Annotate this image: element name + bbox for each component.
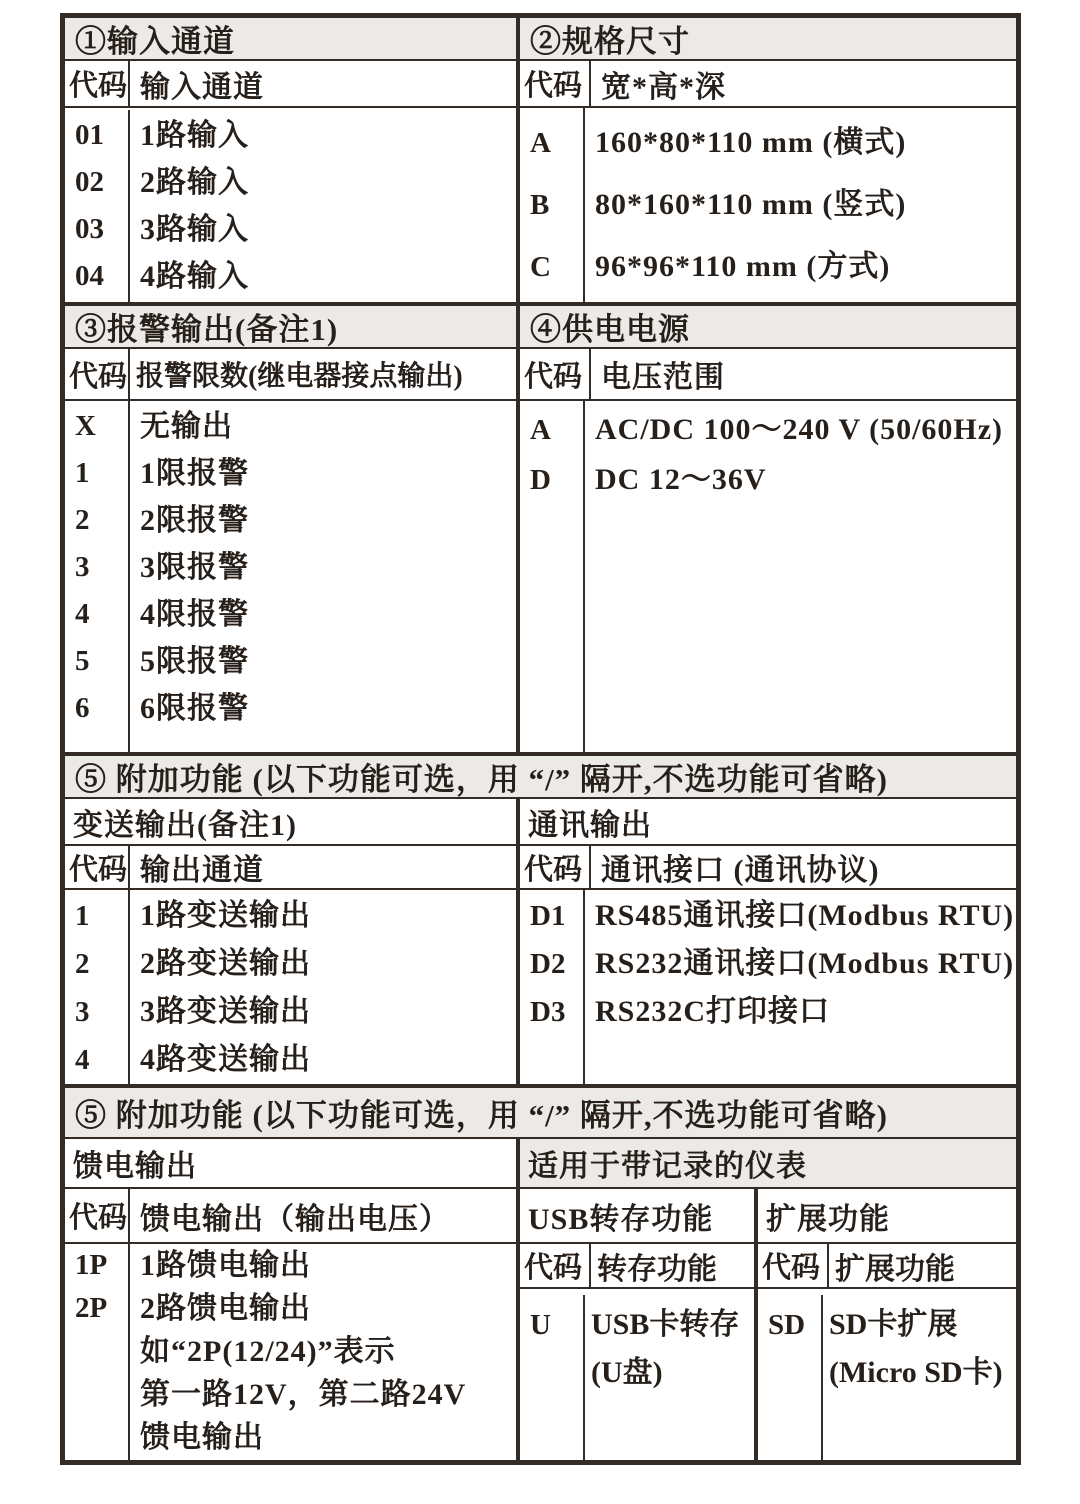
row-desc: RS232C打印接口 [595, 995, 831, 1028]
section4-title: ④供电电源 [520, 306, 1016, 349]
desc-column [130, 110, 516, 302]
subtable-body [65, 890, 516, 1084]
col-header-code: 代码 [65, 1189, 130, 1242]
col-header-desc: 馈电输出（输出电压） [140, 1202, 450, 1236]
col-header-desc: 通讯接口 (通讯协议) [601, 854, 880, 887]
desc-column [585, 890, 1016, 1084]
desc-column [585, 108, 1016, 302]
row-desc: 2路输入 [140, 166, 249, 199]
section-pair-1 [65, 18, 1016, 306]
col-header-desc: 宽*高*深 [601, 70, 726, 104]
communication-output-subtable [520, 799, 1016, 1084]
section-additional-functions-1 [65, 756, 1016, 1088]
row-code: D1 [530, 900, 566, 932]
row-code: A [530, 414, 551, 446]
row-code [75, 1416, 128, 1459]
row-desc: 第一路12V，第二路24V [140, 1378, 467, 1411]
section5b-columns [65, 1139, 1016, 1460]
desc-column [585, 1295, 754, 1460]
column-headers [65, 846, 516, 890]
row-code: 3 [75, 996, 90, 1028]
row-code: A [530, 127, 551, 159]
row-code: 1 [75, 900, 90, 932]
row-desc: 160*80*110 mm (横式) [595, 126, 907, 159]
row-code: SD [768, 1309, 806, 1341]
code-column [520, 1295, 585, 1460]
row-code: 4 [75, 1044, 90, 1076]
col-header-code: 代码 [520, 61, 591, 106]
col-header-desc: 输出通道 [140, 854, 264, 887]
row-code: D2 [530, 948, 566, 980]
col-header-code: 代码 [65, 61, 130, 106]
row-code [75, 1373, 128, 1416]
code-column [65, 110, 130, 302]
row-code: 1 [75, 457, 90, 489]
ordering-code-table [60, 13, 1021, 1465]
section5b-title: ⑤ 附加功能 (以下功能可选，用 “/” 隔开,不选功能可省略) [65, 1088, 1016, 1139]
row-desc: 1路变送输出 [140, 899, 311, 932]
row-code: 2 [75, 948, 90, 980]
desc-column [585, 401, 1016, 752]
row-desc: 2路馈电输出 [140, 1292, 311, 1325]
row-code: 03 [75, 213, 104, 245]
row-desc: 1限报警 [140, 457, 249, 490]
col-header-desc: 转存功能 [597, 1252, 717, 1286]
code-column [520, 890, 585, 1084]
section2-body [520, 108, 1016, 302]
section-dimensions [520, 18, 1016, 302]
row-code: 3 [75, 551, 90, 583]
row-desc: 无输出 [140, 410, 233, 443]
row-code: D3 [530, 996, 566, 1028]
expansion-subtable [758, 1189, 1016, 1460]
row-code: 2P [75, 1292, 108, 1324]
code-column [65, 890, 130, 1084]
row-desc: RS232通讯接口(Modbus RTU) [595, 947, 1015, 980]
section1-title: ①输入通道 [65, 18, 516, 61]
col-header-code: 代码 [520, 846, 591, 888]
transmit-output-subtable [65, 799, 520, 1084]
row-desc: 3路变送输出 [140, 995, 311, 1028]
desc-column [823, 1295, 1016, 1460]
subtable-body [65, 1244, 516, 1460]
section-pair-2 [65, 306, 1016, 756]
row-desc: 2路变送输出 [140, 947, 311, 980]
row-desc: 1路输入 [140, 119, 249, 152]
desc-column [130, 401, 516, 752]
row-code: 2 [75, 504, 90, 536]
code-column [520, 401, 585, 752]
desc-column [130, 890, 516, 1084]
section2-title: ②规格尺寸 [520, 18, 1016, 61]
subtable-title: 馈电输出 [65, 1139, 516, 1189]
row-desc: 2限报警 [140, 504, 249, 537]
section5a-title: ⑤ 附加功能 (以下功能可选，用 “/” 隔开,不选功能可省略) [65, 756, 1016, 799]
subtable-title: 通讯输出 [520, 799, 1016, 846]
row-desc: 馈电输出 [140, 1421, 264, 1454]
section2-column-headers [520, 61, 1016, 108]
row-desc: RS485通讯接口(Modbus RTU) [595, 899, 1015, 932]
subtable-title: 变送输出(备注1) [65, 799, 516, 846]
row-desc-line1: USB卡转存 [591, 1308, 740, 1341]
section4-body [520, 401, 1016, 752]
row-code: C [530, 251, 551, 283]
column-headers [520, 846, 1016, 890]
row-desc-line2: (Micro SD卡) [829, 1356, 1003, 1389]
row-code: 5 [75, 645, 90, 677]
row-desc: AC/DC 100～240 V (50/60Hz) [595, 413, 1004, 446]
feed-output-subtable [65, 1139, 520, 1460]
row-code: D [530, 464, 551, 496]
col-header-code: 代码 [758, 1244, 829, 1287]
row-code: 1P [75, 1249, 108, 1281]
section-alarm-output [65, 306, 520, 752]
expansion-header: 扩展功能 [758, 1189, 1016, 1244]
row-desc: 3限报警 [140, 551, 249, 584]
row-code: 6 [75, 692, 90, 724]
section1-body [65, 108, 516, 302]
col-header-code: 代码 [65, 349, 130, 399]
usb-and-expansion [520, 1189, 1016, 1460]
section-power-supply [520, 306, 1016, 752]
col-header-desc: 电压范围 [601, 361, 725, 394]
row-desc: 4限报警 [140, 598, 249, 631]
subtable-body [520, 1289, 754, 1460]
code-column [758, 1295, 823, 1460]
subtable-body [758, 1289, 1016, 1460]
section3-column-headers [65, 349, 516, 401]
column-headers [65, 1189, 516, 1244]
column-headers [520, 1244, 754, 1289]
row-code: X [75, 410, 96, 442]
row-desc: 如“2P(12/24)”表示 [140, 1335, 396, 1368]
row-desc: 4路变送输出 [140, 1043, 311, 1076]
usb-header: USB转存功能 [520, 1189, 754, 1244]
subtable-title: 适用于带记录的仪表 [520, 1139, 1016, 1189]
row-desc: 6限报警 [140, 692, 249, 725]
col-header-code: 代码 [65, 846, 130, 888]
row-desc: DC 12～36V [595, 463, 767, 496]
row-desc: 5限报警 [140, 645, 249, 678]
row-desc: 80*160*110 mm (竖式) [595, 188, 907, 221]
row-code: 02 [75, 166, 104, 198]
section-input-channels [65, 18, 520, 302]
row-code: U [530, 1309, 551, 1341]
section3-body [65, 401, 516, 752]
code-column [65, 1244, 130, 1460]
section5a-columns [65, 799, 1016, 1084]
column-headers [758, 1244, 1016, 1289]
row-desc: 4路输入 [140, 260, 249, 293]
section-additional-functions-2 [65, 1088, 1016, 1460]
code-column [65, 401, 130, 752]
row-desc-line1: SD卡扩展 [829, 1308, 958, 1341]
section3-title: ③报警输出(备注1) [65, 306, 516, 349]
desc-column [130, 1244, 516, 1460]
row-code: 04 [75, 260, 104, 292]
col-header-code: 代码 [520, 1244, 591, 1287]
subtable-body [520, 890, 1016, 1084]
row-desc: 3路输入 [140, 213, 249, 246]
col-header-code: 代码 [520, 349, 591, 399]
row-code: 4 [75, 598, 90, 630]
recording-instruments-subtable [520, 1139, 1016, 1460]
row-code [75, 1330, 128, 1373]
section4-column-headers [520, 349, 1016, 401]
row-desc: 1路馈电输出 [140, 1249, 311, 1282]
col-header-desc: 报警限数(继电器接点输出) [136, 361, 463, 392]
col-header-desc: 输入通道 [140, 70, 264, 104]
usb-transfer-subtable [520, 1189, 758, 1460]
code-column [520, 108, 585, 302]
row-desc-line2: (U盘) [591, 1356, 663, 1389]
row-code: B [530, 189, 550, 221]
row-code: 01 [75, 119, 104, 151]
row-desc: 96*96*110 mm (方式) [595, 250, 891, 283]
section1-column-headers [65, 61, 516, 108]
col-header-desc: 扩展功能 [835, 1252, 955, 1286]
